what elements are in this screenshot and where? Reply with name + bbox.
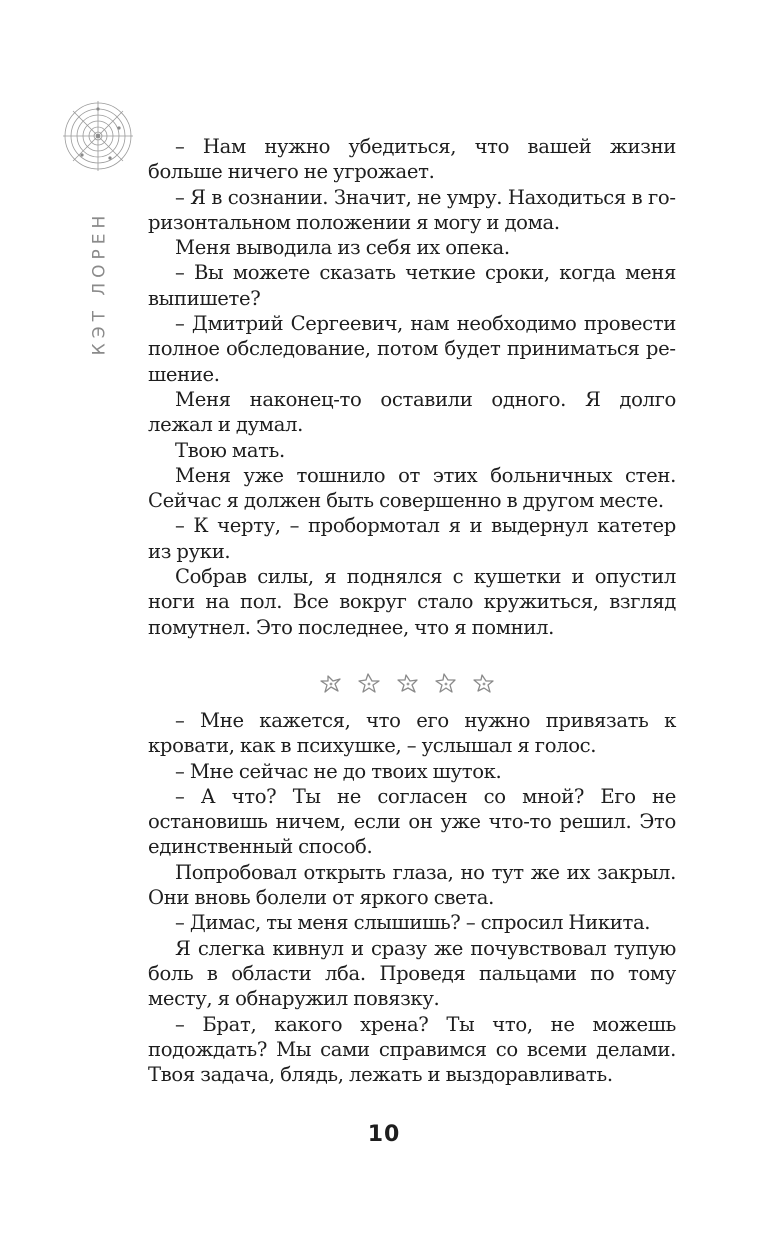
text-block-top	[148, 134, 676, 640]
paragraph: Меня наконец-то оставили одного. Я долго лежал и думал.	[148, 387, 676, 437]
paragraph: – Мне сейчас не до твоих шуток.	[175, 759, 502, 783]
paragraph: – Я в сознании. Значит, не умру. Находиться в горизонтальном положении я могу и дома.	[148, 185, 676, 234]
page-number: 10	[367, 1122, 401, 1147]
concentric-circles-emblem-icon	[62, 100, 134, 172]
paragraph: Собрав силы, я поднялся с кушетки и опустил ноги на пол. Все вокруг стало кружиться, взгляд помутнел. Это последнее, что я помнил.	[148, 565, 676, 639]
running-head	[82, 210, 116, 356]
paragraph: – Брат, какого хрена? Ты что, не можешь подождать? Мы сами справимся со всеми делами. Твоя задача, блядь, лежать и выздоравливать.	[148, 1012, 676, 1087]
paragraph: Меня выводила из себя их опека.	[175, 236, 510, 260]
paragraph: – Вы можете сказать четкие сроки, когда меня выпишете?	[148, 261, 676, 310]
paragraph: Твою мать.	[175, 438, 285, 462]
paragraph: Я слегка кивнул и сразу же почувствовал тупую боль в области лба. Проведя пальцами по тому месту, я обнаружил повязку.	[148, 936, 676, 1011]
five-stars-ornament-icon	[310, 668, 510, 698]
paragraph: – К черту, – пробормотал я и выдернул катетер из руки.	[148, 514, 676, 563]
paragraph: – Нам нужно убедиться, что вашей жизни больше ничего не угрожает.	[148, 135, 676, 184]
paragraph: Меня уже тошнило от этих больничных стен. Сейчас я должен быть совершенно в другом месте.	[148, 463, 676, 513]
paragraph: – Димас, ты меня слышишь? – спросил Никита.	[175, 911, 651, 935]
paragraph: – Мне кажется, что его нужно привязать к кровати, как в психушке, – услышал я голос.	[148, 709, 676, 758]
paragraph: – А что? Ты не согласен со мной? Его не остановишь ничем, если он уже что-то решил. Это единственный способ.	[148, 784, 676, 859]
paragraph: – Дмитрий Сергеевич, нам необходимо провести полное обследование, потом будет приниматься решение.	[148, 312, 676, 386]
running-head-author: КЭТ ЛОРЕН	[89, 210, 110, 356]
paragraph: Попробовал открыть глаза, но тут же их закрыл. Они вновь болели от яркого света.	[148, 860, 676, 910]
text-block-bottom	[148, 708, 676, 1087]
